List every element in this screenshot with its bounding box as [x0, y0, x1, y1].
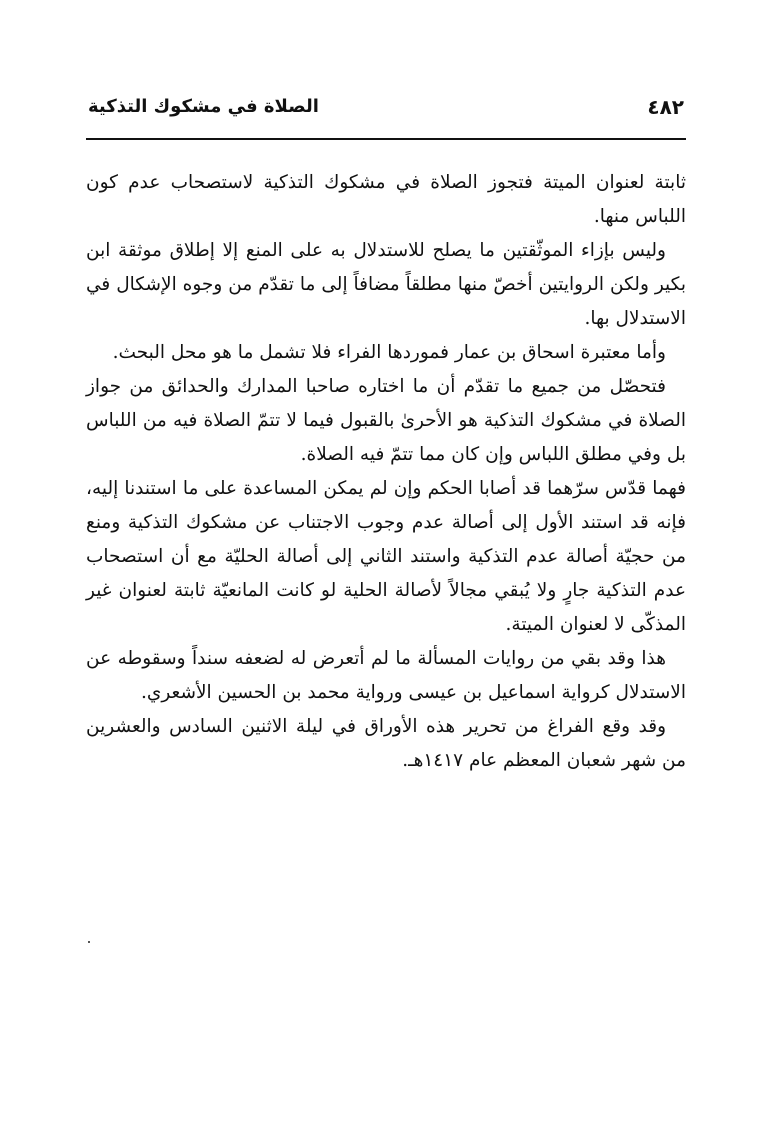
- running-title: الصلاة في مشكوك التذكية: [88, 96, 319, 117]
- page-number: ٤٨٢: [647, 95, 684, 119]
- paragraph-2: وليس بإزاء الموثّقتين ما يصلح للاستدلال به على المنع إلا إطلاق موثقة ابن بكير ولكن الروايتين أخصّ منها مطلقاً مضافاً إلى ما تقدّم من وجوه الإشكال في الاستدلال بها.: [86, 240, 686, 329]
- page-header: [88, 92, 684, 126]
- paragraph-3: وأما معتبرة اسحاق بن عمار فموردها الفراء فلا تشمل ما هو محل البحث.: [112, 342, 666, 363]
- header-divider: [86, 138, 686, 140]
- paragraph-1: ثابتة لعنوان الميتة فتجوز الصلاة في مشكوك التذكية لاستصحاب عدم كون اللباس منها.: [86, 172, 686, 227]
- paragraph-5: فهما قدّس سرّهما قد أصابا الحكم وإن لم يمكن المساعدة على ما استندنا إليه، فإنه قد استند الأول إلى أصالة عدم وجوب الاجتناب عن مشكوك التذكية ومنع من حجيّة أصالة عدم التذكية واستند الثاني إلى أصالة الحليّة مع أن استصحاب عدم التذكية جارٍ ولا يُبقي مجالاً لأصالة الحلية لو كانت المانعيّة ثابتة لعنوان غير المذكّى لا لعنوان الميتة.: [86, 478, 686, 635]
- stray-mark: [88, 941, 90, 943]
- paragraph-6: هذا وقد بقي من روايات المسألة ما لم أتعرض له لضعفه سنداً وسقوطه عن الاستدلال كرواية اسماعيل بن عيسى ورواية محمد بن الحسين الأشعري.: [86, 648, 686, 703]
- body-text: [86, 166, 686, 778]
- paragraph-7: وقد وقع الفراغ من تحرير هذه الأوراق في ليلة الاثنين السادس والعشرين من شهر شعبان المعظم عام ١٤١٧هـ.: [86, 716, 686, 771]
- paragraph-4: فتحصّل من جميع ما تقدّم أن ما اختاره صاحبا المدارك والحدائق من جواز الصلاة في مشكوك التذكية هو الأحرىٰ بالقبول فيما لا تتمّ الصلاة فيه من اللباس بل وفي مطلق اللباس وإن كان مما تتمّ فيه الصلاة.: [86, 376, 686, 465]
